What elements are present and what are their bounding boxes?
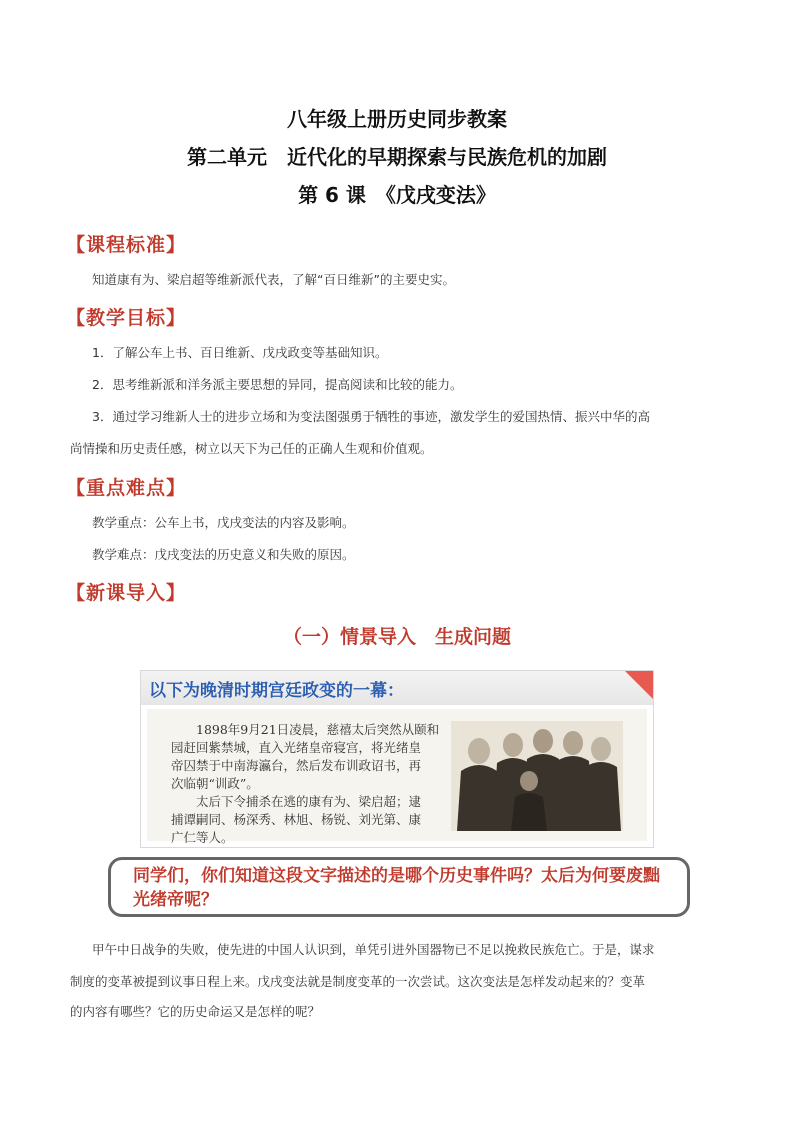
goal-item-3-cont: 尚情操和历史责任感，树立以天下为己任的正确人生观和价值观。: [70, 441, 433, 456]
panel-line: 太后下令捕杀在逃的康有为、梁启超；逮: [171, 794, 422, 809]
panel-line: 次临朝“训政”。: [171, 776, 259, 791]
panel-line: 捕谭嗣同、杨深秀、林旭、杨锐、刘光第、康: [171, 812, 422, 827]
closing-line-3: 的内容有哪些？它的历史命运又是怎样的呢？: [70, 1004, 321, 1019]
document-title: 八年级上册历史同步教案: [287, 107, 507, 131]
standard-text: 知道康有为、梁启超等维新派代表，了解“百日维新”的主要史实。: [92, 272, 455, 287]
section-heading-intro: 【新课导入】: [66, 582, 187, 604]
question-callout: [108, 857, 690, 917]
question-text: 同学们，你们知道这段文字描述的是哪个历史事件吗？太后为何要废黜光绪帝呢？: [133, 866, 660, 910]
panel-text: [171, 721, 451, 847]
section-heading-goals: 【教学目标】: [66, 307, 187, 329]
section-heading-standard: 【课程标准】: [66, 234, 187, 256]
panel-line: 园赶回紫禁城，直入光绪皇帝寝宫，将光绪皇: [171, 740, 422, 755]
panel-line: 1898年9月21日凌晨，慈禧太后突然从颐和: [171, 722, 440, 737]
panel-corner-decoration: [625, 671, 653, 699]
panel-title: 以下为晚清时期宫廷政变的一幕：: [149, 681, 404, 701]
unit-title: 第二单元 近代化的早期探索与民族危机的加剧: [187, 145, 607, 169]
title-block: [0, 100, 794, 214]
goal-item-1: 1．了解公车上书、百日维新、戊戌政变等基础知识。: [92, 345, 388, 360]
closing-line-2: 制度的变革被提到议事日程上来。戊戌变法就是制度变革的一次尝试。这次变法是怎样发动起来的？变革: [70, 974, 646, 989]
panel-line: 广仁等人。: [171, 830, 234, 845]
goal-item-2: 2．思考维新派和洋务派主要思想的异同，提高阅读和比较的能力。: [92, 377, 463, 392]
goal-item-3: 3．通过学习维新人士的进步立场和为变法图强勇于牺牲的事迹，激发学生的爱国热情、振兴中华的高: [92, 409, 650, 424]
section-heading-key: 【重点难点】: [66, 477, 187, 499]
panel-line: 帝囚禁于中南海瀛台，然后发布训政诏书，再: [171, 758, 422, 773]
key-focus: 教学重点：公车上书，戊戌变法的内容及影响。: [92, 515, 355, 530]
key-difficulty: 教学难点：戊戌变法的历史意义和失败的原因。: [92, 547, 355, 562]
closing-line-1: 甲午中日战争的失败，使先进的中国人认识到，单凭引进外国器物已不足以挽救民族危亡。于是，谋求: [92, 942, 655, 957]
intro-subheading: （一）情景导入 生成问题: [282, 626, 511, 648]
lesson-title: 第 6 课 《戊戌变法》: [298, 183, 496, 207]
scenario-panel: [140, 670, 654, 848]
historical-photo: [451, 721, 623, 831]
